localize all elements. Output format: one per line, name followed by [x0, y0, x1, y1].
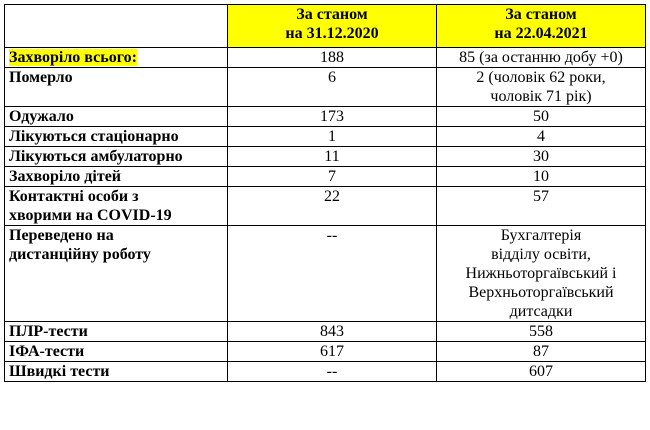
table-row — [5, 342, 646, 362]
value-2021: 30 — [437, 147, 646, 167]
value-2021-line5: дитсадки — [509, 303, 573, 320]
row-label-died: Померло — [5, 68, 228, 107]
value-2020: 173 — [228, 107, 437, 127]
value-2020: 1 — [228, 127, 437, 147]
document — [4, 4, 646, 382]
value-2021: 10 — [437, 167, 646, 187]
table-row — [5, 107, 646, 127]
value-2021: 50 — [437, 107, 646, 127]
value-2020: 6 — [228, 68, 437, 107]
row-label-ifa-tests: ІФА-тести — [5, 342, 228, 362]
value-2021-line2: чоловік 71 рік) — [490, 88, 592, 105]
value-2020: 22 — [228, 187, 437, 226]
value-2020: 617 — [228, 342, 437, 362]
value-2021: 85 (за останню добу +0) — [437, 48, 646, 68]
label-line2: дистанційну роботу — [9, 246, 151, 263]
value-2021-line2: відділу освіти, — [491, 246, 591, 263]
row-label-rapid-tests: Швидкі тести — [5, 362, 228, 382]
value-2021 — [437, 226, 646, 322]
row-label-pcr-tests: ПЛР-тести — [5, 322, 228, 342]
value-2021-line4: Верхньоторгаївський — [468, 284, 614, 301]
table-row — [5, 127, 646, 147]
row-label-recovered: Одужало — [5, 107, 228, 127]
table-row — [5, 187, 646, 226]
value-2021: 4 — [437, 127, 646, 147]
value-2021 — [437, 68, 646, 107]
header-2020-line1: За станом — [296, 6, 368, 23]
row-label-contacts — [5, 187, 228, 226]
highlighted-label: Захворіло всього: — [9, 49, 137, 66]
value-2021: 57 — [437, 187, 646, 226]
table-row — [5, 362, 646, 382]
table-header-row — [5, 5, 646, 48]
table-row — [5, 48, 646, 68]
value-2020: 7 — [228, 167, 437, 187]
value-2021: 607 — [437, 362, 646, 382]
header-2021-line2: на 22.04.2021 — [494, 25, 588, 42]
header-2020-line2: на 31.12.2020 — [285, 25, 379, 42]
table-row — [5, 147, 646, 167]
value-2020: -- — [228, 226, 437, 322]
row-label-remote-work — [5, 226, 228, 322]
value-2020: 11 — [228, 147, 437, 167]
header-empty-cell — [5, 5, 228, 48]
label-line1: Переведено на — [9, 227, 114, 244]
value-2020: 843 — [228, 322, 437, 342]
covid-stats-table — [4, 4, 646, 382]
header-date-2020 — [228, 5, 437, 48]
header-2021-line1: За станом — [505, 6, 577, 23]
table-row — [5, 167, 646, 187]
table-row — [5, 322, 646, 342]
value-2020: 188 — [228, 48, 437, 68]
label-line1: Контактні особи з — [9, 188, 139, 205]
value-2021: 558 — [437, 322, 646, 342]
label-line2: хворими на COVID-19 — [9, 207, 172, 224]
table-row — [5, 226, 646, 322]
value-2020: -- — [228, 362, 437, 382]
value-2021-line3: Нижньоторгаївський і — [465, 265, 617, 282]
row-label-children: Захворіло дітей — [5, 167, 228, 187]
header-date-2021 — [437, 5, 646, 48]
value-2021-line1: 2 (чоловік 62 роки, — [476, 69, 606, 86]
value-2021-line1: Бухгалтерія — [500, 227, 582, 244]
row-label-total — [5, 48, 228, 68]
row-label-outpatient: Лікуються амбулаторно — [5, 147, 228, 167]
row-label-inpatient: Лікуються стаціонарно — [5, 127, 228, 147]
table-row — [5, 68, 646, 107]
value-2021: 87 — [437, 342, 646, 362]
